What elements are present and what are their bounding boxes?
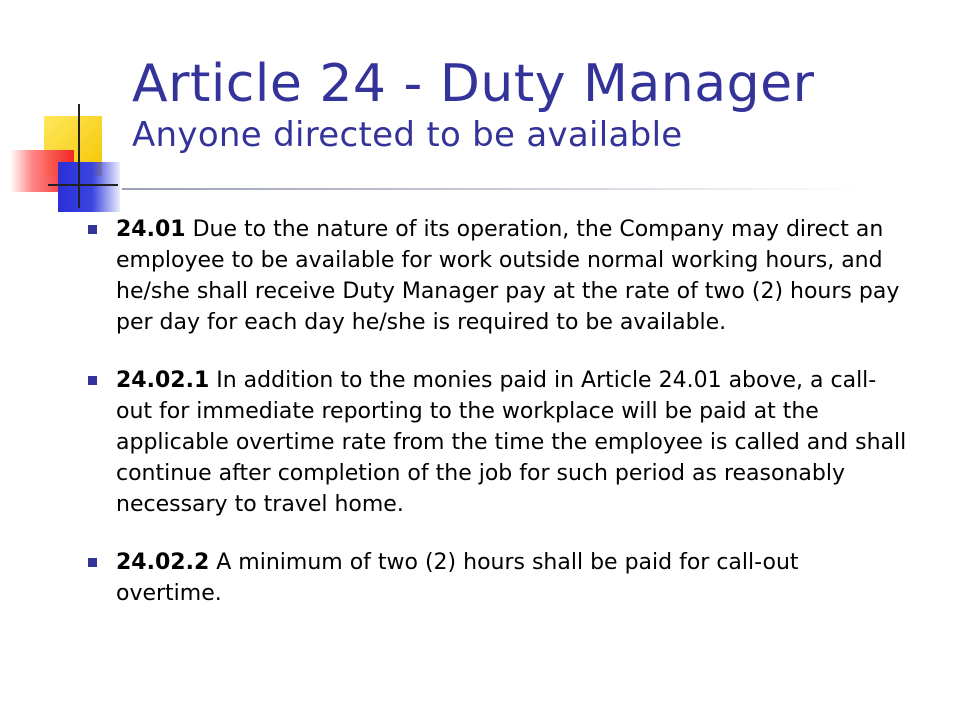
clause-number: 24.02.1 xyxy=(116,368,210,393)
clause-number: 24.02.2 xyxy=(116,550,210,575)
list-item xyxy=(88,365,908,520)
bullet-list xyxy=(88,214,908,636)
list-item xyxy=(88,214,908,338)
title-divider xyxy=(122,188,862,190)
list-item xyxy=(88,547,908,609)
title-subtitle: Anyone directed to be available xyxy=(132,115,683,155)
bullet-icon xyxy=(88,558,97,567)
clause-text: A minimum of two (2) hours shall be paid for call-out overtime. xyxy=(116,550,799,606)
clause-number: 24.01 xyxy=(116,217,186,242)
clause-text: Due to the nature of its operation, the Company may direct an employee to be available for work outside normal working hours, and he/she shall receive Duty Manager pay at the rate of two (2) hours pay per day for each day he/she is required to be available. xyxy=(116,217,900,335)
bullet-icon xyxy=(88,225,97,234)
logo-vertical-line xyxy=(78,104,80,208)
clause-text: In addition to the monies paid in Article 24.01 above, a call-out for immediate reporting to the workplace will be paid at the applicable overtime rate from the time the employee is called and shall continue after completion of the job for such period as reasonably necessary to travel home. xyxy=(116,368,907,517)
slide-title xyxy=(132,54,815,155)
title-main: Article 24 - Duty Manager xyxy=(132,54,815,114)
bullet-icon xyxy=(88,376,97,385)
logo-horizontal-line xyxy=(48,184,118,186)
logo-blue-square xyxy=(58,162,120,212)
